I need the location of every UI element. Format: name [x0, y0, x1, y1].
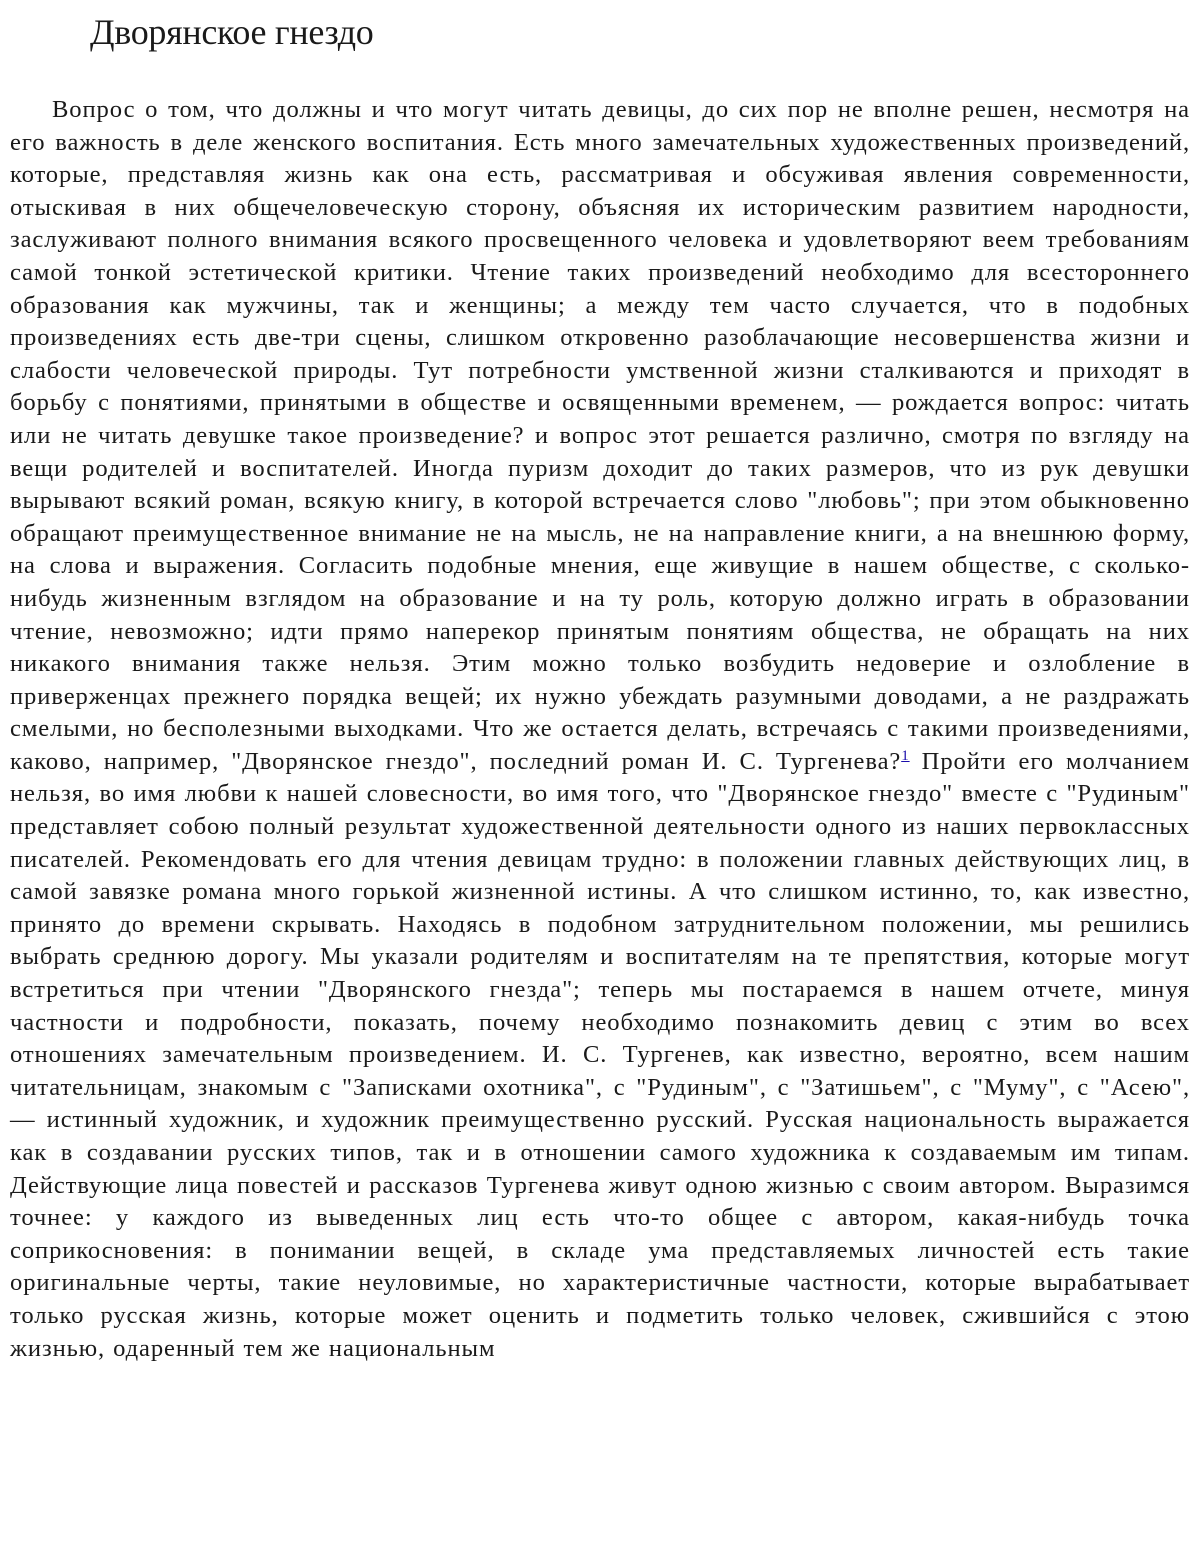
body-paragraph: [10, 94, 1190, 1365]
paragraph-text-part-2: Пройти его молчанием нельзя, во имя любви к нашей словесности, во имя того, что "Дворянское гнездо" вместе с "Рудиным" представляет собою полный результат художественной деятельности одного из наших первоклассных писателей. Рекомендовать его для чтения девицам трудно: в положении главных действующих лиц, в самой завязке романа много горькой жизненной истины. А что слишком истинно, то, как известно, принято до времени скрывать. Находясь в подобном затруднительном положении, мы решились выбрать среднюю дорогу. Мы указали родителям и воспитателям на те препятствия, которые могут встретиться при чтении "Дворянского гнезда"; теперь мы постараемся в нашем отчете, минуя частности и подробности, показать, почему необходимо познакомить девиц с этим во всех отношениях замечательным произведением. И. С. Тургенев, как известно, вероятно, всем нашим читательницам, знакомым с "Записками охотника", с "Рудиным", с "Затишьем", с "Муму", с "Асею", — истинный художник, и художник преимущественно русский. Русская национальность выражается как в создавании русских типов, так и в отношении самого художника к создаваемым им типам. Действующие лица повестей и рассказов Тургенева живут одною жизнью с своим автором. Выразимся точнее: у каждого из выведенных лиц есть что-то общее с автором, какая-нибудь точка соприкосновения: в понимании вещей, в складе ума представляемых личностей есть такие оригинальные черты, такие неуловимые, но характеристичные частности, которые вырабатывает только русская жизнь, которые может оценить и подметить только человек, сжившийся с этою жизнью, одаренный тем же национальным: [10, 747, 1190, 1362]
footnote-link[interactable]: 1: [901, 747, 910, 764]
paragraph-text-part-1: Вопрос о том, что должны и что могут читать девицы, до сих пор не вполне решен, несмотря на его важность в деле женского воспитания. Есть много замечательных художественных произведений, которые, представляя жизнь как она есть, рассматривая и обсуживая явления современности, отыскивая в них общечеловеческую сторону, объясняя их историческим развитием народности, заслуживают полного внимания всякого просвещенного человека и удовлетворяют веем требованиям самой тонкой эстетической критики. Чтение таких произведений необходимо для всестороннего образования как мужчины, так и женщины; а между тем часто случается, что в подобных произведениях есть две-три сцены, слишком откровенно разоблачающие несовершенства жизни и слабости человеческой природы. Тут потребности умственной жизни сталкиваются и приходят в борьбу с понятиями, принятыми в обществе и освященными временем, — рождается вопрос: читать или не читать девушке такое произведение? и вопрос этот решается различно, смотря по взгляду на вещи родителей и воспитателей. Иногда пуризм доходит до таких размеров, что из рук девушки вырывают всякий роман, всякую книгу, в которой встречается слово "любовь"; при этом обыкновенно обращают преимущественное внимание не на мысль, не на направление книги, а на внешнюю форму, на слова и выражения. Согласить подобные мнения, еще живущие в нашем обществе, с сколько-нибудь жизненным взглядом на образование и на ту роль, которую должно играть в образовании чтение, невозможно; идти прямо наперекор принятым понятиям общества, не обращать на них никакого внимания также нельзя. Этим можно только возбудить недоверие и озлобление в приверженцах прежнего порядка вещей; их нужно убеждать разумными доводами, а не раздражать смелыми, но бесполезными выходками. Что же остается делать, встречаясь с такими произведениями, каково, например, "Дворянское гнездо", последний роман И. С. Тургенева?: [10, 96, 1190, 775]
document-title: Дворянское гнездо: [90, 12, 374, 52]
